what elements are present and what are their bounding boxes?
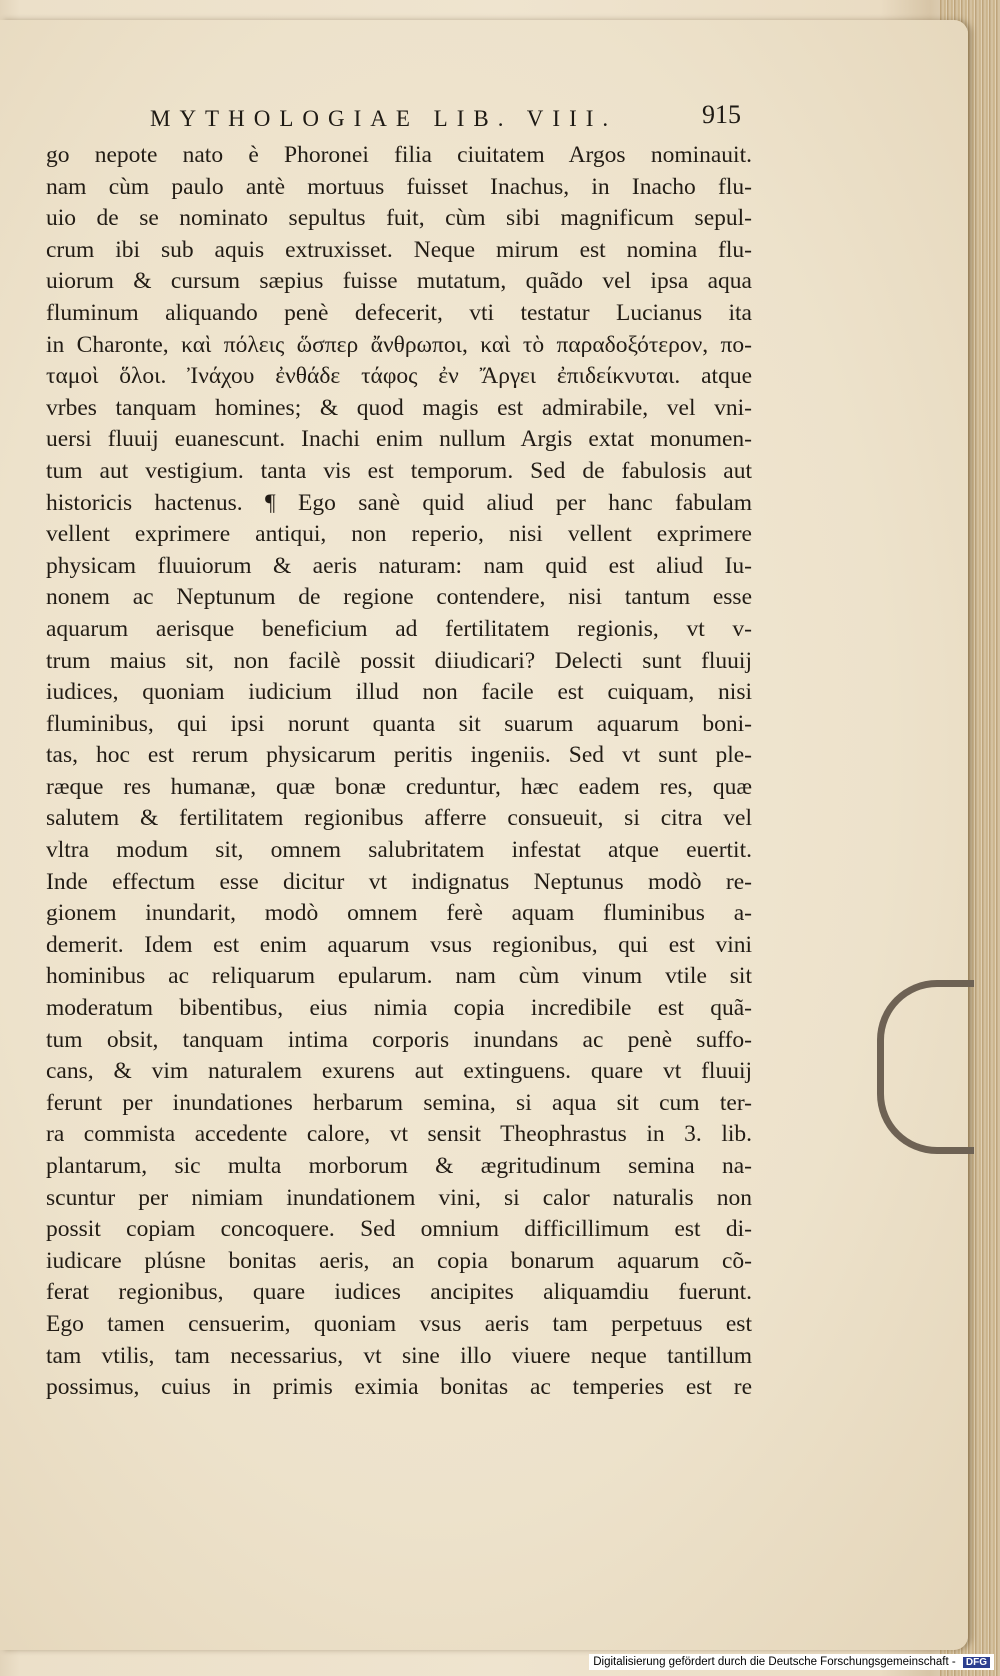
text-line: Inde effectum esse dicitur vt indignatus Neptunus modò re- bbox=[46, 868, 752, 895]
text-line: tam vtilis, tam necessarius, vt sine illo viuere neque tantillum bbox=[46, 1342, 752, 1369]
text-line: ræque res humanæ, quæ bonæ creduntur, hæc eadem res, quæ bbox=[46, 773, 752, 800]
text-line: cans, & vim naturalem exurens aut extinguens. quare vt fluuij bbox=[46, 1058, 752, 1085]
text-line: ferunt per inundationes herbarum semina, si aqua sit cum ter- bbox=[46, 1089, 752, 1116]
text-line: vltra modum sit, omnem salubritatem infestat atque euertit. bbox=[46, 837, 752, 864]
text-line: iudices, quoniam iudicium illud non facile est cuiquam, nisi bbox=[46, 679, 752, 706]
dfg-logo: DFG bbox=[963, 1657, 990, 1668]
page-number: 915 bbox=[702, 100, 741, 129]
text-line: crum ibi sub aquis extruxisset. Neque mirum est nomina flu- bbox=[46, 236, 752, 263]
text-line: gionem inundarit, modò omnem ferè aquam fluminibus a- bbox=[46, 900, 752, 927]
text-line: nam cùm paulo antè mortuus fuisset Inachus, in Inacho flu- bbox=[46, 173, 752, 200]
page-clip bbox=[877, 980, 974, 1154]
text-line: go nepote nato è Phoronei filia ciuitatem Argos nominauit. bbox=[46, 142, 752, 168]
text-line: tum aut vestigium. tanta vis est temporum. Sed de fabulosis aut bbox=[46, 457, 752, 484]
text-line: Ego tamen censuerim, quoniam vsus aeris tam perpetuus est bbox=[46, 1310, 752, 1337]
text-line: tas, hoc est rerum physicarum peritis ingeniis. Sed vt sunt ple- bbox=[46, 742, 752, 769]
text-line: historicis hactenus. ¶ Ego sanè quid aliud per hanc fabulam bbox=[46, 489, 752, 516]
digitization-credit bbox=[589, 1654, 994, 1670]
text-line: ferat regionibus, quare iudices ancipites aliquamdiu fuerunt. bbox=[46, 1279, 752, 1306]
text-line: vellent exprimere antiqui, non reperio, nisi vellent exprimere bbox=[46, 521, 752, 548]
text-line: ταμοὶ ὅλοι. Ἰνάχου ἐνθάδε τάφος ἐν Ἄργει ἐπιδείκνυται. atque bbox=[46, 363, 752, 390]
text-line: physicam fluuiorum & aeris naturam: nam quid est aliud Iu- bbox=[46, 552, 752, 579]
text-line: nonem ac Neptunum de regione contendere, nisi tantum esse bbox=[46, 584, 752, 611]
text-line: possit copiam concoquere. Sed omnium difficillimum est di- bbox=[46, 1216, 752, 1243]
text-block bbox=[46, 140, 752, 1404]
text-line: uersi fluuij euanescunt. Inachi enim nullum Argis extat monumen- bbox=[46, 426, 752, 453]
text-line: fluminibus, qui ipsi norunt quanta sit suarum aquarum boni- bbox=[46, 710, 752, 737]
text-line: vrbes tanquam homines; & quod magis est admirabile, vel vni- bbox=[46, 394, 752, 421]
text-line: uio de se nominato sepultus fuit, cùm sibi magnificum sepul- bbox=[46, 205, 752, 232]
text-line: demerit. Idem est enim aquarum vsus regionibus, qui est vini bbox=[46, 931, 752, 958]
text-line: uiorum & cursum sæpius fuisse mutatum, quãdo vel ipsa aqua bbox=[46, 268, 752, 295]
text-line: trum maius sit, non facilè possit diiudicari? Delecti sunt fluuij bbox=[46, 647, 752, 674]
text-line: salutem & fertilitatem regionibus afferre consueuit, si citra vel bbox=[46, 805, 752, 832]
text-line: possimus, cuius in primis eximia bonitas ac temperies est re bbox=[46, 1374, 752, 1401]
text-line: hominibus ac reliquarum epularum. nam cùm vinum vtile sit bbox=[46, 963, 752, 990]
text-line: scuntur per nimiam inundationem vini, si calor naturalis non bbox=[46, 1184, 752, 1211]
text-line: aquarum aerisque beneficium ad fertilitatem regionis, vt v- bbox=[46, 615, 752, 642]
text-line: in Charonte, καὶ πόλεις ὥσπερ ἄνθρωποι, καὶ τὸ παραδοξότερον, πο- bbox=[46, 331, 752, 358]
running-title: MYTHOLOGIAE LIB. VIII. bbox=[150, 106, 618, 131]
text-line: iudicare plúsne bonitas aeris, an copia bonarum aquarum cõ- bbox=[46, 1247, 752, 1274]
text-line: ra commista accedente calore, vt sensit Theophrastus in 3. lib. bbox=[46, 1121, 752, 1148]
credit-text: Digitalisierung gefördert durch die Deutsche Forschungsgemeinschaft - bbox=[593, 1656, 956, 1668]
text-line: moderatum bibentibus, eius nimia copia incredibile est quã- bbox=[46, 995, 752, 1022]
text-line: plantarum, sic multa morborum & ægritudinum semina na- bbox=[46, 1153, 752, 1179]
text-line: fluminum aliquando penè defecerit, vti testatur Lucianus ita bbox=[46, 299, 752, 326]
text-line: tum obsit, tanquam intima corporis inundans ac penè suffo- bbox=[46, 1026, 752, 1053]
